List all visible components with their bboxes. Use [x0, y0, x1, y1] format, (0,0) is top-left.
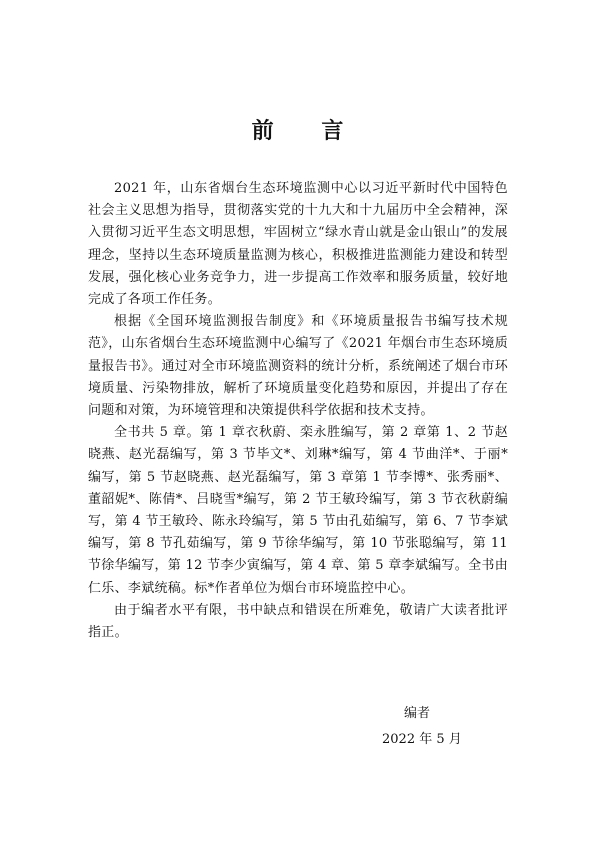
page-title: 前 言: [251, 118, 364, 144]
signature-date-text: 2022 年 5 月: [382, 732, 462, 747]
preface-paragraph-3: 全书共 5 章。第 1 章衣秋蔚、栾永胜编写，第 2 章第 1、2 节赵晓燕、赵光磊编写，第 3 节毕文*、刘琳*编写，第 4 节曲洋*、于丽*编写，第 5 节赵晓燕、赵光磊编写，第 3 章第 1 节李博*、张秀丽*、董韶妮*、陈倩*、吕晓雪*编写，第 2 节王敏玲编写，第 3 节衣秋蔚编写，第 4 节王敏玲、陈永玲编写，第 5 节由孔茹编写，第 6、7 节李斌编写，第 8 节孔茹编写，第 9 节徐华编写，第 10 节张聪编写，第 11 节徐华编写，第 12 节李少寅编写，第 4 章、第 5 章李斌编写。全书由仁乐、李斌统稿。标*作者单位为烟台市环境监控中心。: [88, 425, 508, 596]
preface-body: [88, 178, 508, 644]
signature-editor-text: 编者: [404, 706, 431, 721]
preface-paragraph-4: 由于编者水平有限，书中缺点和错误在所难免，敬请广大读者批评指正。: [88, 602, 508, 641]
preface-paragraph-2: 根据《全国环境监测报告制度》和《环境质量报告书编写技术规范》，山东省烟台生态环境监测中心编写了《2021 年烟台市生态环境质量报告书》。通过对全市环境监测资料的统计分析，系统阐述了烟台市环境质量、污染物排放，解析了环境质量变化趋势和原因，并提出了存在问题和对策，为环境管理和决策提供科学依据和技术支持。: [88, 314, 508, 419]
preface-paragraph-1: 2021 年，山东省烟台生态环境监测中心以习近平新时代中国特色社会主义思想为指导，贯彻落实党的十九大和十九届历中全会精神，深入贯彻习近平生态文明思想，牢固树立“绿水青山就是金山银山”的发展理念，坚持以生态环境质量监测为核心，积极推进监测能力建设和转型发展，强化核心业务竞争力，进一步提高工作效率和服务质量，较好地完成了各项工作任务。: [88, 181, 508, 308]
